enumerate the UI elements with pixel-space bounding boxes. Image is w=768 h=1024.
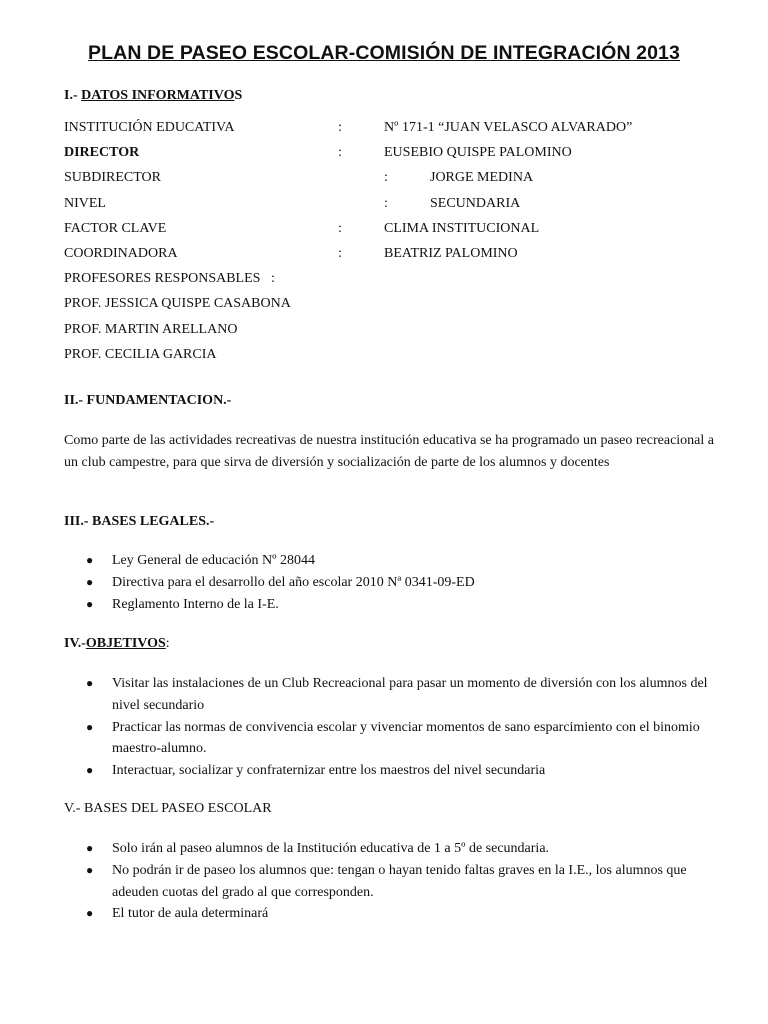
- list-item: ● No podrán ir de paseo los alumnos que: tengan o hayan tenido faltas graves en la I.E., los alumnos que adeuden cuotas del grado al que corresponden.: [0, 860, 768, 904]
- list-item: ● Directiva para el desarrollo del año escolar 2010 Nª 0341-09-ED: [0, 572, 768, 594]
- section-4-heading: [64, 636, 170, 652]
- info-row-teacher-2: [64, 320, 744, 345]
- teacher-name: PROF. CECILIA GARCIA: [64, 346, 217, 362]
- list-item: ● Reglamento Interno de la I-E.: [0, 594, 768, 616]
- info-value: EUSEBIO QUISPE PALOMINO: [384, 145, 572, 161]
- info-colon: :: [338, 120, 342, 135]
- info-row-level: [64, 194, 744, 219]
- objectives-list: [0, 673, 768, 782]
- bullet-icon: ●: [86, 862, 94, 877]
- section-4-label: OBJETIVOS: [85, 636, 166, 651]
- info-row-key-factor: [64, 219, 744, 244]
- bullet-icon: ●: [86, 676, 94, 690]
- bullet-icon: ●: [86, 719, 94, 734]
- section-3-heading: III.- BASES LEGALES.-: [64, 514, 215, 529]
- document-title: PLAN DE PASEO ESCOLAR-COMISIÓN DE INTEGRACIÓN 2013: [88, 42, 680, 64]
- info-label: PROFESORES RESPONSABLES :: [64, 271, 275, 287]
- info-value: SECUNDARIA: [430, 195, 521, 211]
- info-row-subdirector: [64, 168, 744, 193]
- section-4-number: IV.-: [64, 636, 86, 651]
- section-2-heading: II.- FUNDAMENTACION.-: [64, 393, 232, 408]
- list-item: ● Solo irán al paseo alumnos de la Institución educativa de 1 a 5º de secundaria.: [0, 838, 768, 860]
- teacher-name: PROF. JESSICA QUISPE CASABONA: [64, 296, 291, 312]
- info-label: SUBDIRECTOR: [64, 170, 161, 186]
- bullet-icon: ●: [86, 553, 94, 567]
- bullet-icon: ●: [86, 574, 94, 589]
- info-colon: :: [338, 245, 342, 261]
- section-1-heading: [64, 88, 242, 104]
- info-colon: :: [384, 195, 388, 211]
- section-1-label: DATOS INFORMATIVO: [81, 88, 235, 103]
- info-label: COORDINADORA: [64, 245, 178, 261]
- informative-data-table: [64, 118, 744, 370]
- section-1-label-tail: S: [234, 88, 243, 103]
- info-label: NIVEL: [64, 195, 106, 211]
- info-row-institution: [64, 118, 744, 143]
- list-item: ● El tutor de aula determinará: [0, 903, 768, 925]
- bullet-icon: ●: [86, 906, 94, 921]
- list-item: ● Visitar las instalaciones de un Club Recreacional para pasar un momento de diversión con los alumnos del nivel secundario: [0, 673, 768, 717]
- trip-rules-list: [0, 838, 768, 925]
- info-row-teacher-3: [64, 345, 744, 370]
- info-value: JORGE MEDINA: [430, 170, 534, 186]
- info-value: BEATRIZ PALOMINO: [384, 245, 518, 261]
- info-row-teacher-1: [64, 294, 744, 319]
- info-row-teachers: [64, 269, 744, 294]
- section-1-number: I.-: [64, 88, 78, 103]
- bullet-icon: ●: [86, 841, 94, 855]
- teacher-name: PROF. MARTIN ARELLANO: [64, 321, 238, 337]
- section-5-heading: V.- BASES DEL PASEO ESCOLAR: [64, 801, 272, 816]
- list-item: ● Ley General de educación Nº 28044: [0, 550, 768, 572]
- info-label: FACTOR CLAVE: [64, 220, 167, 236]
- info-label: INSTITUCIÓN EDUCATIVA: [64, 120, 235, 135]
- fundamentacion-paragraph: Como parte de las actividades recreativas de nuestra institución educativa se ha programado un paseo recreacional a un club campestre, para que sirva de diversión y socialización de parte de los alumnos y docentes: [64, 433, 714, 470]
- info-row-director: [64, 143, 744, 168]
- bullet-icon: ●: [86, 763, 94, 778]
- info-value: CLIMA INSTITUCIONAL: [384, 220, 540, 236]
- info-row-coordinator: [64, 244, 744, 269]
- list-item: ● Practicar las normas de convivencia escolar y vivenciar momentos de sano esparcimiento con el binomio maestro-alumno.: [0, 717, 768, 761]
- list-item: ● Interactuar, socializar y confraternizar entre los maestros del nivel secundaria: [0, 760, 768, 782]
- info-colon: :: [338, 145, 342, 161]
- info-value: Nº 171-1 “JUAN VELASCO ALVARADO”: [384, 120, 633, 135]
- info-label: DIRECTOR: [64, 145, 140, 161]
- info-colon: :: [384, 170, 388, 186]
- bullet-icon: ●: [86, 596, 94, 611]
- section-4-label-tail: :: [165, 636, 170, 651]
- info-colon: :: [338, 220, 342, 236]
- legal-bases-list: [0, 550, 768, 615]
